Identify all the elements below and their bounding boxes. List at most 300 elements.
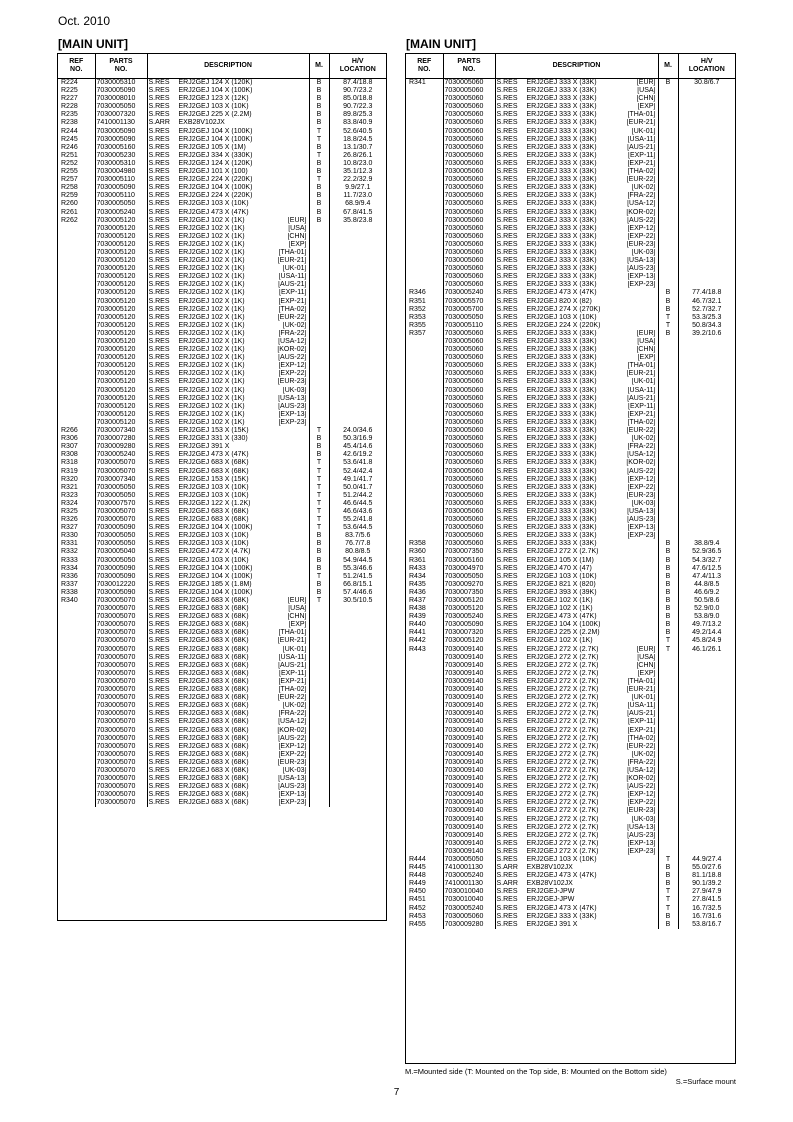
location-cell: 42.6/19.2 <box>329 451 386 459</box>
description-cell <box>495 209 658 217</box>
location-cell <box>329 403 386 411</box>
description-cell <box>147 670 309 678</box>
part-number: 7030005120 <box>96 354 136 362</box>
ref-no-cell <box>406 727 443 735</box>
parts-no-cell <box>443 896 495 904</box>
part-number: 7030005110 <box>96 176 135 184</box>
description-cell <box>495 848 658 856</box>
location-cell: 50.8/34.3 <box>678 322 735 330</box>
description-cell <box>495 273 658 281</box>
region-version: [UK-03] <box>282 766 307 774</box>
ref-no-cell <box>406 670 443 678</box>
part-description: ERJ2GEJ 102 X (1K) <box>178 402 245 410</box>
description-cell <box>147 646 309 654</box>
region-version: [USA-13] <box>627 823 656 831</box>
ref-no-cell: R260 <box>61 200 78 208</box>
part-type: S.RES <box>148 435 170 443</box>
ref-no-cell <box>58 613 95 621</box>
mounted-side-cell <box>658 678 678 686</box>
header-mounted-side: M. <box>658 54 678 79</box>
location-cell <box>678 451 735 459</box>
part-type: S.RES <box>496 168 518 176</box>
part-number: 7030009140 <box>444 815 484 823</box>
table-row <box>406 848 735 856</box>
part-description: ERJ2GEJ 333 X (33K) <box>526 524 597 532</box>
part-type: S.RES <box>496 184 518 192</box>
region-version: [USA-12] <box>627 451 656 459</box>
part-number: 7030005120 <box>96 394 136 402</box>
description-cell <box>147 249 309 257</box>
part-type: S.RES <box>148 507 170 515</box>
part-number: 7030005060 <box>444 329 484 337</box>
part-type: S.RES <box>496 532 518 540</box>
part-number: 7030005060 <box>444 257 484 265</box>
description-cell <box>147 516 309 524</box>
part-type: S.RES <box>148 402 170 410</box>
part-number: 7030005060 <box>444 524 484 532</box>
parts-no-cell <box>443 824 495 832</box>
parts-no-cell <box>443 888 495 896</box>
description-cell <box>495 767 658 775</box>
parts-no-cell <box>443 362 495 370</box>
part-number: 7030005120 <box>444 605 484 613</box>
table-row <box>58 168 386 176</box>
description-cell <box>147 217 309 225</box>
parts-no-cell <box>95 727 147 735</box>
parts-no-cell <box>443 791 495 799</box>
part-type: S.RES <box>496 791 518 799</box>
part-number: 7030005070 <box>96 791 136 799</box>
part-type: S.RES <box>496 499 518 507</box>
part-description: ERJ2GEJ 333 X (33K) <box>526 216 597 224</box>
parts-no-cell <box>443 605 495 613</box>
description-cell <box>495 306 658 314</box>
part-number: 7030005060 <box>444 435 484 443</box>
part-number: 7030012220 <box>96 580 136 588</box>
region-version: [UK-01] <box>282 645 307 653</box>
part-type: S.RES <box>496 159 518 167</box>
description-cell <box>495 896 658 904</box>
region-version: [EUR-23] <box>626 491 656 499</box>
part-number: 7030005060 <box>444 224 484 232</box>
parts-no-cell <box>95 775 147 783</box>
ref-no-cell <box>406 710 443 718</box>
part-number: 7030005310 <box>96 159 136 167</box>
table-row <box>406 840 735 848</box>
ref-no-cell: R324 <box>61 499 78 507</box>
location-cell <box>329 281 386 289</box>
location-cell <box>329 298 386 306</box>
parts-no-cell <box>95 654 147 662</box>
part-description: ERJ2GEJ 333 X (33K) <box>526 135 597 143</box>
table-row <box>406 557 735 565</box>
part-description: ERJ2GEJ 104 X (100K) <box>178 564 253 572</box>
region-version: [EXP-11] <box>628 718 656 726</box>
part-type: S.RES <box>496 313 518 321</box>
parts-no-cell <box>443 856 495 864</box>
table-row <box>406 128 735 136</box>
description-cell <box>495 524 658 532</box>
part-description: ERJ2GEJ 272 X (2.7K) <box>526 831 599 839</box>
parts-no-cell <box>443 921 495 929</box>
location-cell <box>329 273 386 281</box>
description-cell <box>495 192 658 200</box>
location-cell <box>329 338 386 346</box>
location-cell: 89.8/25.3 <box>329 111 386 119</box>
ref-no-cell <box>406 468 443 476</box>
part-type: S.RES <box>148 686 170 694</box>
part-number: 7030007340 <box>96 475 136 483</box>
ref-no-cell: R448 <box>409 872 426 880</box>
part-description: ERJ2GEJ 102 X (1K) <box>178 305 245 313</box>
table-row <box>58 686 386 694</box>
mounted-side-cell: B <box>309 451 329 459</box>
ref-no-cell <box>58 346 95 354</box>
table-row <box>406 451 735 459</box>
part-number: 7030005120 <box>96 378 136 386</box>
mounted-side-cell <box>658 759 678 767</box>
part-type: S.RES <box>148 766 170 774</box>
part-description: ERJ2GEJ 333 X (33K) <box>526 475 597 483</box>
description-cell <box>495 905 658 913</box>
description-cell <box>495 281 658 289</box>
region-version: [EUR-21] <box>277 257 307 265</box>
part-type: S.RES <box>148 588 170 596</box>
parts-no-cell <box>443 581 495 589</box>
parts-no-cell <box>443 136 495 144</box>
mounted-side-cell: T <box>309 524 329 532</box>
table-row <box>406 241 735 249</box>
location-cell <box>678 387 735 395</box>
part-type: S.RES <box>496 507 518 515</box>
region-version: [USA-12] <box>627 766 656 774</box>
ref-no-cell: R330 <box>61 532 78 540</box>
description-cell <box>495 451 658 459</box>
region-version: [EUR-21] <box>277 637 307 645</box>
part-description: ERJ2GEJ 333 X (33K) <box>526 159 597 167</box>
description-cell <box>147 484 309 492</box>
part-number: 7030007320 <box>444 629 484 637</box>
part-description: ERJ2GEJ 334 X (330K) <box>178 151 253 159</box>
table-row <box>406 597 735 605</box>
region-version: [AUS-23] <box>627 831 656 839</box>
mounted-side-cell <box>658 209 678 217</box>
mounted-side-cell <box>658 249 678 257</box>
part-description: ERJ2GEJ 272 X (2.7K) <box>526 702 599 710</box>
part-description: ERJ2GEJ 102 X (1K) <box>178 297 245 305</box>
part-type: S.RES <box>496 686 518 694</box>
ref-no-cell <box>58 759 95 767</box>
mounted-side-cell <box>658 654 678 662</box>
table-row <box>58 702 386 710</box>
ref-no-cell <box>406 395 443 403</box>
ref-no-cell: R443 <box>409 645 426 653</box>
mounted-side-cell: B <box>309 443 329 451</box>
ref-no-cell: R259 <box>61 192 78 200</box>
part-description: ERJ2GEJ 821 X (820) <box>526 580 596 588</box>
parts-no-cell <box>443 840 495 848</box>
mounted-side-cell <box>309 775 329 783</box>
location-cell: 26.8/26.1 <box>329 152 386 160</box>
part-description: ERJ2GEJ 683 X (68K) <box>178 597 249 604</box>
part-type: S.RES <box>496 742 518 750</box>
parts-no-cell <box>443 152 495 160</box>
part-description: ERJ2GEJ 102 X (1K) <box>178 313 245 321</box>
location-cell: 76.7/7.8 <box>329 540 386 548</box>
parts-no-cell <box>443 710 495 718</box>
part-description: ERJ2GEJ 105 X (1M) <box>526 556 594 564</box>
description-cell <box>495 832 658 840</box>
table-row <box>406 87 735 95</box>
region-version: [FRA-22] <box>627 758 656 766</box>
ref-no-cell <box>58 678 95 686</box>
ref-no-cell <box>406 516 443 524</box>
parts-no-cell <box>95 370 147 378</box>
parts-no-cell <box>95 791 147 799</box>
parts-no-cell <box>95 168 147 176</box>
part-type: S.RES <box>496 451 518 459</box>
table-row <box>406 516 735 524</box>
part-number: 7030005060 <box>444 281 484 289</box>
mounted-side-cell: T <box>658 646 678 654</box>
description-cell <box>147 346 309 354</box>
part-type: S.RES <box>148 524 170 532</box>
location-cell <box>329 233 386 241</box>
table-row <box>406 872 735 880</box>
table-row <box>58 314 386 322</box>
header-parts-no: PARTS NO. <box>443 54 495 79</box>
mounted-side-cell <box>658 128 678 136</box>
ref-no-cell: R321 <box>61 483 78 491</box>
location-cell <box>678 791 735 799</box>
ref-no-cell: R440 <box>409 621 426 629</box>
mounted-side-cell <box>658 807 678 815</box>
table-row <box>58 289 386 297</box>
part-number: 7030005070 <box>96 694 136 702</box>
ref-no-cell <box>406 427 443 435</box>
right-parts-table-panel <box>405 53 736 1064</box>
part-type: S.RES <box>148 240 170 248</box>
part-number: 7030005060 <box>444 184 484 192</box>
part-number: 7030005050 <box>444 572 484 580</box>
region-version: [KOR-02] <box>277 346 307 354</box>
part-description: ERJ2GEJ 272 X (2.7K) <box>526 694 599 702</box>
part-type: S.RES <box>148 346 170 354</box>
part-number: 7030010040 <box>444 896 484 904</box>
part-type: S.RES <box>496 734 518 742</box>
location-cell <box>678 678 735 686</box>
description-cell <box>147 727 309 735</box>
table-row <box>406 378 735 386</box>
region-version: [UK-02] <box>631 435 656 443</box>
region-version: [EXP-13] <box>278 791 307 799</box>
region-version: [USA] <box>637 338 656 345</box>
region-version: [THA-01] <box>627 111 656 119</box>
location-cell <box>678 265 735 273</box>
parts-no-cell <box>443 476 495 484</box>
description-cell <box>147 265 309 273</box>
mounted-side-cell <box>658 176 678 184</box>
ref-no-cell <box>406 370 443 378</box>
mounted-side-cell <box>309 767 329 775</box>
location-cell: 22.2/32.9 <box>329 176 386 184</box>
part-description: ERJ2GEJ 683 X (68K) <box>178 637 249 645</box>
region-version: [UK-02] <box>631 750 656 758</box>
description-cell <box>495 387 658 395</box>
table-row <box>58 710 386 718</box>
ref-no-cell <box>406 217 443 225</box>
location-cell <box>329 710 386 718</box>
location-cell <box>329 289 386 297</box>
location-cell <box>678 111 735 119</box>
mounted-side-cell <box>658 710 678 718</box>
part-type: S.RES <box>496 119 518 127</box>
table-row <box>406 807 735 815</box>
part-description: ERJ2GEJ 333 X (33K) <box>526 912 597 920</box>
part-description: ERJ2GEJ 102 X (1K) <box>178 394 245 402</box>
part-description: ERJ2GEJ 102 X (1K) <box>178 418 245 426</box>
table-row <box>406 678 735 686</box>
location-cell: 53.6/41.8 <box>329 459 386 467</box>
part-number: 7030005050 <box>444 856 484 863</box>
part-number: 7030005070 <box>96 726 136 734</box>
description-cell <box>147 289 309 297</box>
part-number: 7030005060 <box>444 216 484 224</box>
mounted-side-cell: B <box>658 79 678 88</box>
part-description: ERJ2GEJ 104 X (100K) <box>178 524 253 532</box>
ref-no-cell: R438 <box>409 605 426 613</box>
part-description: ERJ2GEJ 272 X (2.7K) <box>526 799 599 807</box>
table-row <box>58 265 386 273</box>
ref-no-cell <box>58 605 95 613</box>
region-version: [EXP-22] <box>627 232 656 240</box>
parts-no-cell <box>95 557 147 565</box>
table-row <box>406 775 735 783</box>
mounted-side-cell: T <box>309 152 329 160</box>
location-cell <box>678 136 735 144</box>
mounted-side-cell: B <box>658 913 678 921</box>
part-number: 7030009140 <box>444 791 484 799</box>
mounted-side-cell <box>658 824 678 832</box>
location-cell <box>678 484 735 492</box>
part-number: 7030005060 <box>444 394 484 402</box>
ref-no-cell <box>406 419 443 427</box>
part-type: S.RES <box>496 491 518 499</box>
part-description: ERJ2GEJ 683 X (68K) <box>178 718 249 726</box>
part-number: 7030005060 <box>444 176 484 184</box>
ref-no-cell <box>406 176 443 184</box>
table-row <box>406 735 735 743</box>
part-number: 7030005060 <box>444 491 484 499</box>
table-row <box>58 443 386 451</box>
table-row <box>406 508 735 516</box>
part-description: ERJ2GEJ 224 X (220K) <box>526 321 601 329</box>
parts-no-cell <box>95 314 147 322</box>
part-description: ERJ2GEJ 225 X (2.2M) <box>178 111 252 119</box>
ref-no-cell: R224 <box>61 79 78 86</box>
part-type: S.RES <box>148 313 170 321</box>
parts-no-cell <box>443 176 495 184</box>
part-number: 7030005090 <box>96 588 136 596</box>
part-number: 7030005070 <box>96 677 136 685</box>
part-description: ERJ2GEJ 333 X (33K) <box>526 483 597 491</box>
part-type: S.RES <box>496 694 518 702</box>
region-version: [USA-11] <box>278 273 307 281</box>
part-description: ERJ2GEJ 683 X (68K) <box>178 710 249 718</box>
parts-no-cell <box>443 727 495 735</box>
parts-no-cell <box>443 346 495 354</box>
location-cell: 49.2/14.4 <box>678 629 735 637</box>
description-cell <box>147 468 309 476</box>
part-type: S.RES <box>496 872 518 880</box>
ref-no-cell <box>406 816 443 824</box>
part-type: S.RES <box>148 111 170 119</box>
parts-no-cell <box>95 249 147 257</box>
ref-no-cell <box>406 848 443 856</box>
region-version: [FRA-22] <box>278 329 307 337</box>
ref-no-cell: R336 <box>61 572 78 580</box>
description-cell <box>495 95 658 103</box>
ref-no-cell <box>406 103 443 111</box>
left-table-body <box>58 79 386 808</box>
part-number: 7030005120 <box>96 346 136 354</box>
mounted-side-cell: B <box>658 573 678 581</box>
location-cell <box>329 613 386 621</box>
ref-no-cell <box>406 451 443 459</box>
description-cell <box>147 581 309 589</box>
ref-no-cell: R436 <box>409 588 426 596</box>
description-cell <box>495 637 658 645</box>
part-number: 7030005090 <box>96 184 136 192</box>
region-version: [EUR-23] <box>626 807 656 815</box>
part-type: S.RES <box>496 564 518 572</box>
mounted-side-cell: B <box>658 306 678 314</box>
parts-no-cell <box>95 273 147 281</box>
mounted-side-cell <box>658 484 678 492</box>
parts-no-cell <box>95 662 147 670</box>
part-number: 7030005090 <box>96 87 136 95</box>
parts-no-cell <box>95 233 147 241</box>
description-cell <box>147 330 309 338</box>
parts-no-cell <box>443 573 495 581</box>
parts-no-cell <box>95 387 147 395</box>
mounted-side-cell <box>658 767 678 775</box>
location-cell <box>678 354 735 362</box>
ref-no-cell <box>406 751 443 759</box>
location-cell <box>678 184 735 192</box>
description-cell <box>147 589 309 597</box>
part-type: S.RES <box>148 168 170 176</box>
region-version: [EUR] <box>287 216 307 224</box>
table-row <box>58 637 386 645</box>
mounted-side-cell <box>309 662 329 670</box>
part-description: ERJ2GEJ 683 X (68K) <box>178 726 249 734</box>
part-number: 7030005120 <box>96 240 136 248</box>
mounted-side-cell <box>658 500 678 508</box>
location-cell <box>678 378 735 386</box>
table-row <box>58 273 386 281</box>
description-cell <box>495 176 658 184</box>
description-cell <box>147 613 309 621</box>
ref-no-cell <box>58 419 95 427</box>
table-row <box>58 217 386 225</box>
description-cell <box>147 767 309 775</box>
part-description: ERJ2GEJ 333 X (33K) <box>526 168 597 176</box>
table-row <box>406 799 735 807</box>
description-cell <box>495 160 658 168</box>
ref-no-cell: R257 <box>61 176 78 184</box>
ref-no-cell <box>58 330 95 338</box>
